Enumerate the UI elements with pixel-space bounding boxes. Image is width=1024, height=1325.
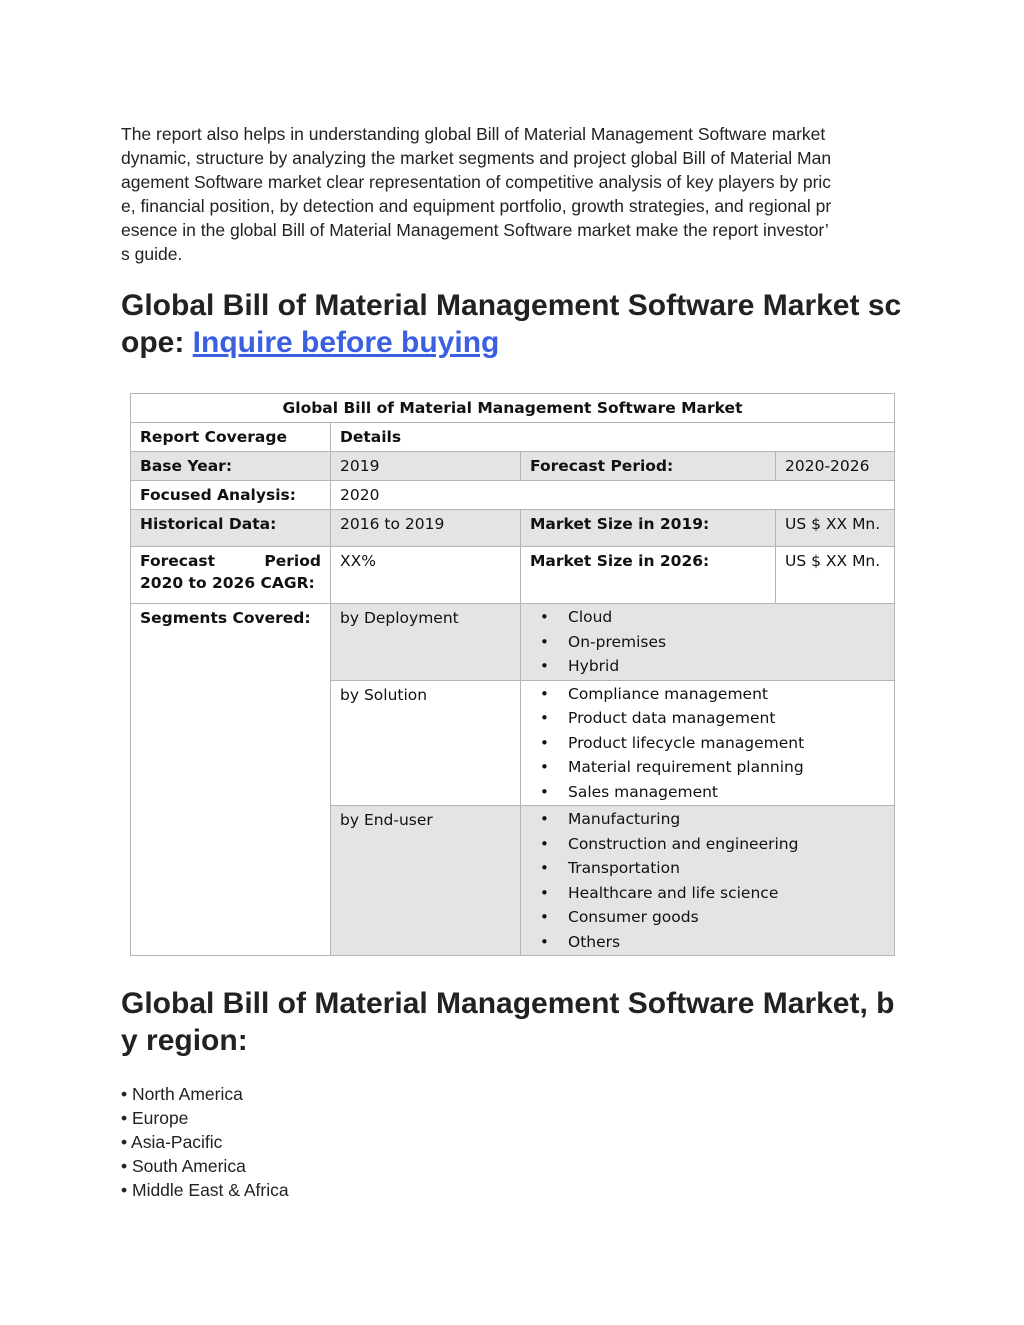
segment-deployment-name: by Deployment — [331, 604, 521, 681]
historical-data-label: Historical Data: — [131, 510, 331, 547]
forecast-period-value: 2020-2026 — [776, 452, 895, 481]
table-title: Global Bill of Material Management Software Market — [131, 394, 895, 423]
table-row — [131, 547, 895, 604]
list-item: • South America — [121, 1156, 246, 1176]
list-item: • Material requirement planning — [568, 755, 885, 780]
intro-line: dynamic, structure by analyzing the market segments and project global Bill of Material Man — [121, 148, 832, 168]
market-size-2026-label: Market Size in 2026: — [521, 547, 776, 604]
table-row — [131, 604, 895, 681]
solution-list — [530, 682, 885, 805]
intro-paragraph — [121, 122, 906, 266]
scope-heading-line1: Global Bill of Material Management Software Market sc — [121, 289, 902, 322]
intro-line: e, financial position, by detection and equipment portfolio, growth strategies, and regional pr — [121, 196, 832, 216]
region-heading-line1: Global Bill of Material Management Software Market, b — [121, 987, 895, 1020]
base-year-label: Base Year: — [131, 452, 331, 481]
intro-line: s guide. — [121, 244, 183, 264]
intro-line: agement Software market clear representation of competitive analysis of key players by pric — [121, 172, 832, 192]
list-item: • Consumer goods — [568, 905, 885, 930]
segment-solution-items — [521, 680, 895, 806]
list-item: • On-premises — [568, 630, 885, 655]
focused-analysis-value: 2020 — [331, 481, 895, 510]
list-item: • Europe — [121, 1108, 189, 1128]
list-item: • Middle East & Africa — [121, 1180, 289, 1200]
market-summary-table-wrap — [130, 393, 894, 956]
scope-heading — [121, 287, 921, 361]
region-heading — [121, 985, 921, 1059]
region-heading-line2: y region: — [121, 1024, 248, 1057]
intro-line: esence in the global Bill of Material Management Software market make the report investor’ — [121, 220, 829, 240]
list-item: • North America — [121, 1084, 243, 1104]
table-row — [131, 452, 895, 481]
table-row — [131, 481, 895, 510]
deployment-list — [530, 605, 885, 679]
list-item: • Cloud — [568, 605, 885, 630]
forecast-period-label: Forecast Period: — [521, 452, 776, 481]
market-size-2026-value: US $ XX Mn. — [776, 547, 895, 604]
scope-heading-prefix: ope: — [121, 326, 193, 359]
historical-data-value: 2016 to 2019 — [331, 510, 521, 547]
header-details: Details — [331, 423, 895, 452]
list-item: • Manufacturing — [568, 807, 885, 832]
list-item: • Product lifecycle management — [568, 731, 885, 756]
cagr-value: XX% — [331, 547, 521, 604]
list-item: • Others — [568, 930, 885, 955]
list-item: • Sales management — [568, 780, 885, 805]
market-size-2019-label: Market Size in 2019: — [521, 510, 776, 547]
segment-end-user-name: by End-user — [331, 806, 521, 956]
list-item: • Healthcare and life science — [568, 881, 885, 906]
scope-heading-line2 — [121, 324, 921, 361]
segment-deployment-items — [521, 604, 895, 681]
inquire-before-buying-link[interactable]: Inquire before buying — [192, 326, 500, 359]
end-user-list — [530, 807, 885, 954]
base-year-value: 2019 — [331, 452, 521, 481]
list-item: • Product data management — [568, 706, 885, 731]
list-item: • Compliance management — [568, 682, 885, 707]
intro-line: The report also helps in understanding global Bill of Material Management Software market — [121, 124, 826, 144]
region-list — [121, 1082, 289, 1202]
segments-covered-label: Segments Covered: — [131, 604, 331, 956]
header-report-coverage: Report Coverage — [131, 423, 331, 452]
list-item: • Transportation — [568, 856, 885, 881]
market-summary-table — [130, 393, 895, 956]
list-item: • Hybrid — [568, 654, 885, 679]
segment-end-user-items — [521, 806, 895, 956]
list-item: • Construction and engineering — [568, 832, 885, 857]
focused-analysis-label: Focused Analysis: — [131, 481, 331, 510]
market-size-2019-value: US $ XX Mn. — [776, 510, 895, 547]
table-row — [131, 510, 895, 547]
list-item: • Asia-Pacific — [121, 1132, 223, 1152]
segment-solution-name: by Solution — [331, 680, 521, 806]
cagr-label: Forecast Period 2020 to 2026 CAGR: — [131, 547, 331, 604]
